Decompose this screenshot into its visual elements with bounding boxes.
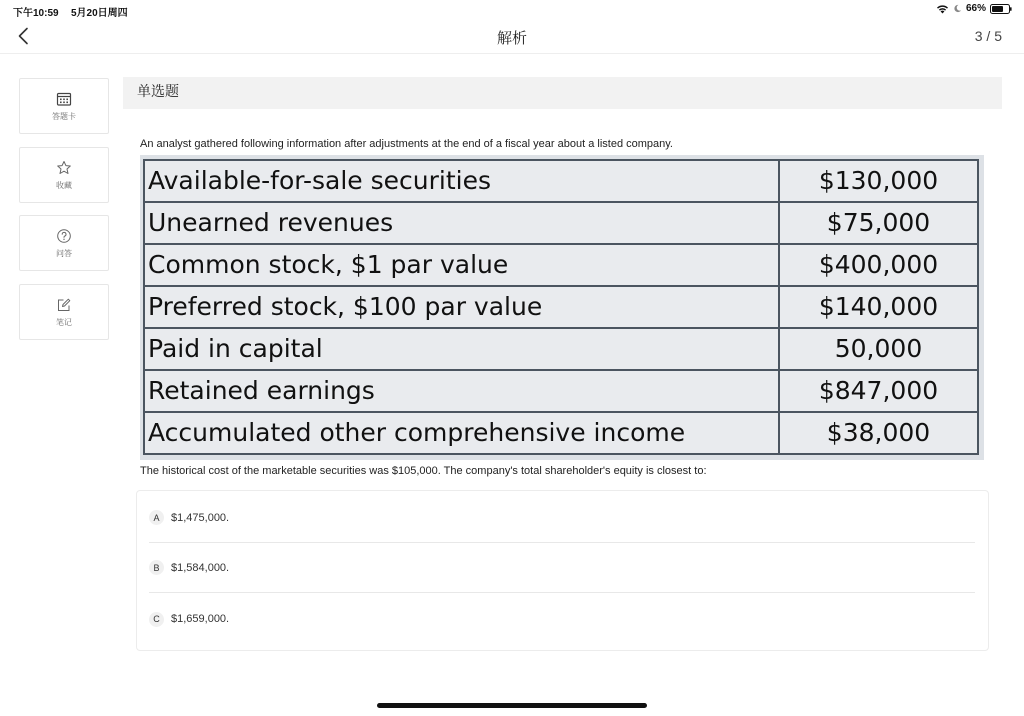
option-text: $1,584,000. [171,561,230,574]
option-a[interactable] [149,493,975,543]
table-value-cell: 50,000 [779,328,978,370]
star-icon [56,160,72,176]
status-bar [0,0,1024,20]
favorite-button[interactable] [19,147,109,203]
status-indicators [936,3,1012,14]
table-row [144,328,978,370]
moon-icon [953,4,962,13]
option-text: $1,659,000. [171,613,230,625]
table-row [144,370,978,412]
nav-bar [0,20,1024,54]
note-edit-icon [56,297,72,313]
option-c[interactable] [149,594,975,644]
side-tool-label: 笔记 [56,317,72,327]
battery-percent: 66% [965,3,986,14]
table-row [144,202,978,244]
option-letter: C [149,612,164,627]
option-text: $1,475,000. [171,511,230,524]
note-button[interactable] [19,284,109,340]
table-row [144,412,978,454]
qa-button[interactable] [19,215,109,271]
question-stem-intro: An analyst gathered following information after adjustments at the end of a fiscal year about a listed company. [140,138,673,150]
answer-card-button[interactable] [19,78,109,134]
side-tool-label: 收藏 [56,180,72,190]
table-item-cell: Accumulated other comprehensive income [144,412,779,454]
status-date: 5月20日周四 [71,8,128,19]
table-item-cell: Unearned revenues [144,202,779,244]
question-type-label: 单选题 [137,83,179,99]
table-value-cell: $400,000 [779,244,978,286]
table-value-cell: $75,000 [779,202,978,244]
wifi-icon [936,4,949,14]
status-time: 下午10:59 [13,8,59,19]
side-tool-label: 答题卡 [52,111,76,121]
side-tool-label: 问答 [56,248,72,258]
question-progress: 3 / 5 [974,28,1002,44]
balance-data-table [143,159,979,455]
question-type-header [123,77,1002,109]
page-title: 解析 [496,30,527,47]
table-value-cell: $140,000 [779,286,978,328]
table-item-cell: Preferred stock, $100 par value [144,286,779,328]
battery-icon [990,4,1012,14]
table-item-cell: Retained earnings [144,370,779,412]
options-card [136,490,989,651]
table-value-cell: $38,000 [779,412,978,454]
home-indicator[interactable] [377,703,647,708]
table-row [144,244,978,286]
table-value-cell: $130,000 [779,160,978,202]
table-item-cell: Paid in capital [144,328,779,370]
answer-card-icon [56,91,72,107]
option-letter: B [149,560,164,575]
table-item-cell: Available-for-sale securities [144,160,779,202]
question-icon [56,228,72,244]
question-table-image [140,155,984,460]
option-b[interactable] [149,543,975,593]
table-row [144,286,978,328]
question-stem-prompt: The historical cost of the marketable securities was $105,000. The company's total shareholder's equity is closest to: [140,465,707,477]
table-value-cell: $847,000 [779,370,978,412]
table-row [144,160,978,202]
option-letter: A [149,510,164,525]
table-item-cell: Common stock, $1 par value [144,244,779,286]
